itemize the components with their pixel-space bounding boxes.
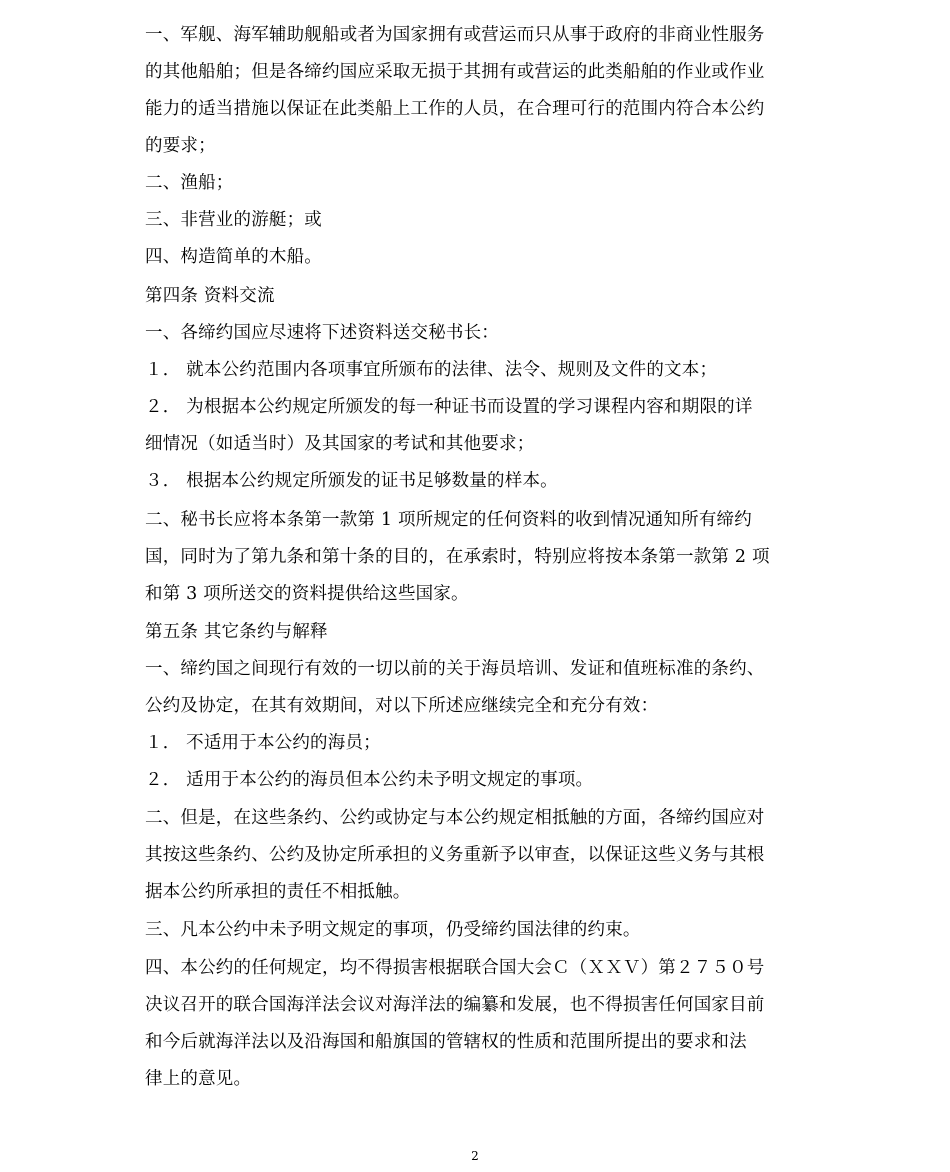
text-line: 决议召开的联合国海洋法会议对海洋法的编纂和发展，也不得损害任何国家目前 bbox=[145, 995, 765, 1015]
section-heading: 第五条 其它条约与解释 bbox=[145, 622, 328, 642]
list-item: １． 不适用于本公约的海员； bbox=[145, 733, 381, 753]
text-line: 三、非营业的游艇；或 bbox=[145, 210, 322, 230]
section-heading: 第四条 资料交流 bbox=[145, 286, 275, 306]
list-item: ２． 为根据本公约规定所颁发的每一种证书而设置的学习课程内容和期限的详 bbox=[145, 397, 753, 417]
list-item: １． 就本公约范围内各项事宜所颁布的法律、法令、规则及文件的文本； bbox=[145, 360, 718, 380]
text-line: 四、构造简单的木船。 bbox=[145, 247, 322, 267]
text-line: 二、秘书长应将本条第一款第 1 项所规定的任何资料的收到情况通知所有缔约 bbox=[145, 510, 752, 530]
text-line: 的要求； bbox=[145, 136, 216, 156]
text-line: 一、缔约国之间现行有效的一切以前的关于海员培训、发证和值班标准的条约、 bbox=[145, 659, 765, 679]
page-number: 2 bbox=[471, 1149, 479, 1163]
text-line: 三、凡本公约中未予明文规定的事项，仍受缔约国法律的约束。 bbox=[145, 920, 641, 940]
text-line: 一、军舰、海军辅助舰船或者为国家拥有或营运而只从事于政府的非商业性服务 bbox=[145, 25, 765, 45]
list-item: ２． 适用于本公约的海员但本公约未予明文规定的事项。 bbox=[145, 770, 594, 790]
text-line: 的其他船舶；但是各缔约国应采取无损于其拥有或营运的此类船舶的作业或作业 bbox=[145, 62, 765, 82]
text-line: 和第 3 项所送交的资料提供给这些国家。 bbox=[145, 584, 469, 604]
text-line: 二、渔船； bbox=[145, 173, 234, 193]
text-line: 据本公约所承担的责任不相抵触。 bbox=[145, 882, 411, 902]
list-item: ３． 根据本公约规定所颁发的证书足够数量的样本。 bbox=[145, 471, 558, 491]
text-line: 律上的意见。 bbox=[145, 1069, 252, 1089]
text-line: 一、各缔约国应尽速将下述资料送交秘书长： bbox=[145, 323, 499, 343]
text-line: 公约及协定，在其有效期间，对以下所述应继续完全和充分有效： bbox=[145, 696, 659, 716]
text-line: 能力的适当措施以保证在此类船上工作的人员，在合理可行的范围内符合本公约 bbox=[145, 99, 765, 119]
text-line: 其按这些条约、公约及协定所承担的义务重新予以审查，以保证这些义务与其根 bbox=[145, 845, 765, 865]
text-line: 四、本公约的任何规定，均不得损害根据联合国大会Ｃ（ＸＸＶ）第２７５０号 bbox=[145, 958, 765, 978]
text-line: 国，同时为了第九条和第十条的目的，在承索时，特别应将按本条第一款第 2 项 bbox=[145, 547, 770, 567]
text-line: 和今后就海洋法以及沿海国和船旗国的管辖权的性质和范围所提出的要求和法 bbox=[145, 1032, 747, 1052]
text-line: 二、但是，在这些条约、公约或协定与本公约规定相抵触的方面，各缔约国应对 bbox=[145, 808, 765, 828]
text-line: 细情况（如适当时）及其国家的考试和其他要求； bbox=[145, 434, 535, 454]
